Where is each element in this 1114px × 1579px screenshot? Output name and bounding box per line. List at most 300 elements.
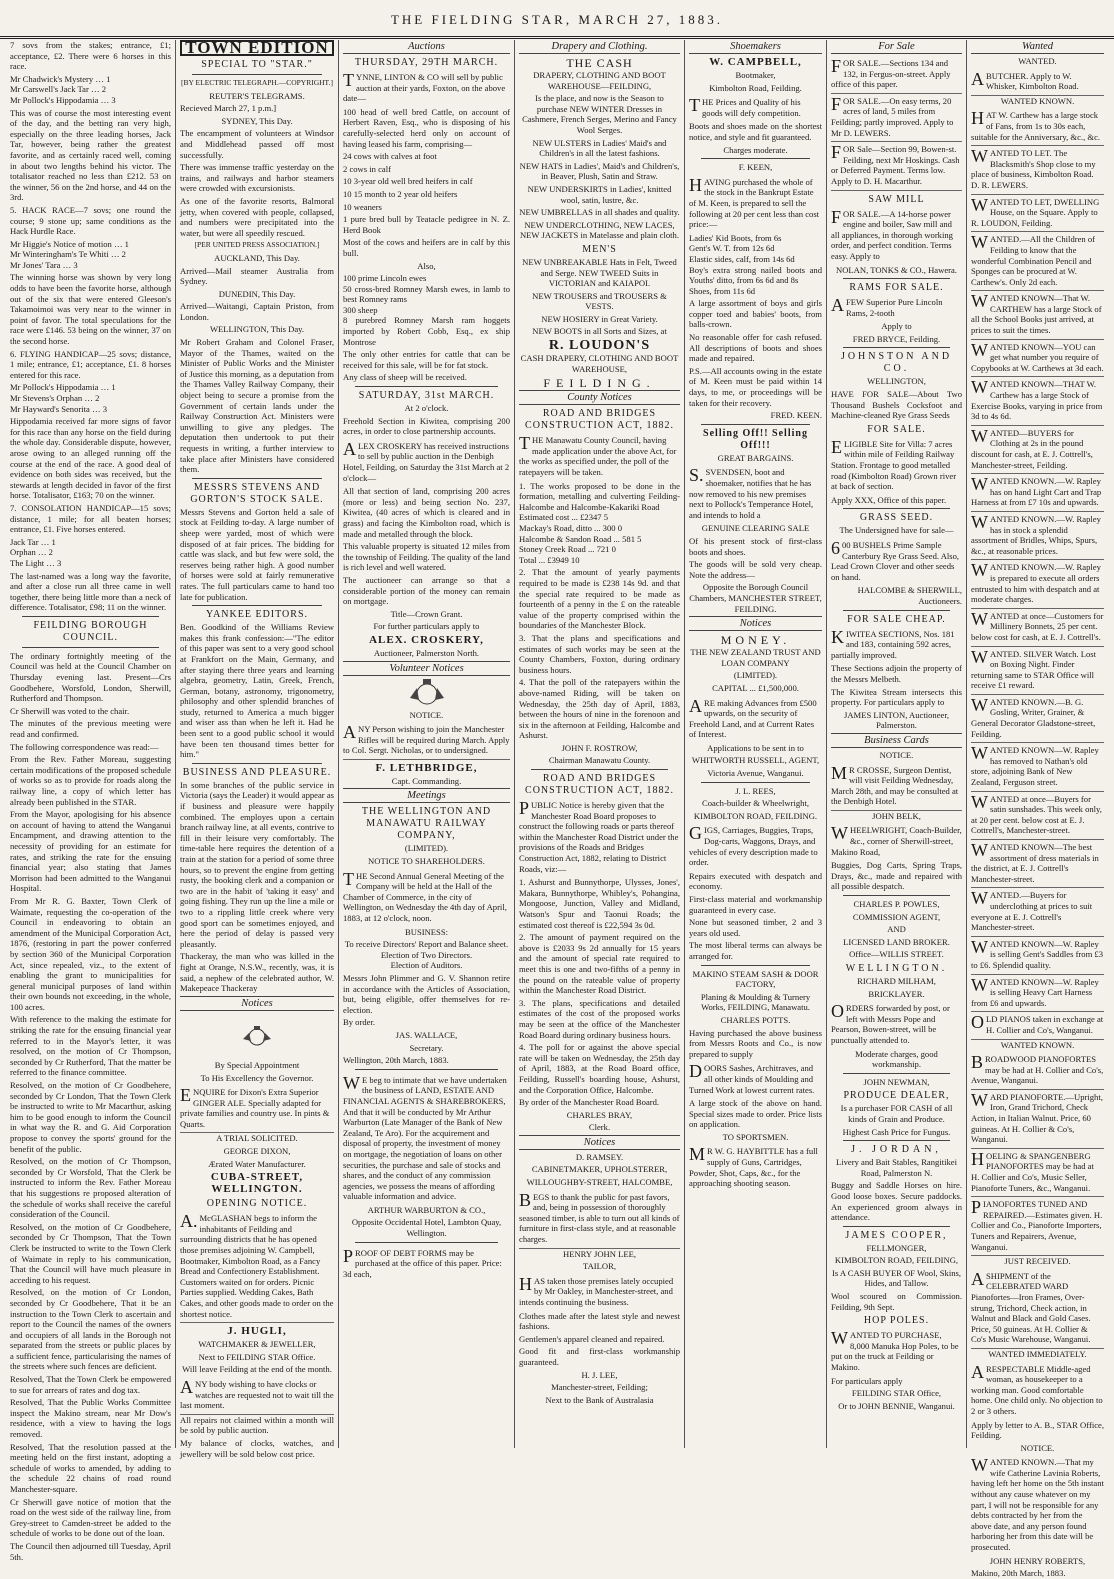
columns <box>6 38 1108 1579</box>
council-text: From Mr R. G. Baxter, Town Clerk of Waimate, requesting the co-operation of the Council in endeavoring to obtain an amendment of the Municipal Corporation Act, 1876, (restoring in part the power conferred by section 360 of the Municipal Corporation Act, since repealed, viz., to the extent of enabling the grant to municipalities for general municipal purposes of land within their own bounds not exceeding, in the whole, 100 acres. <box>10 895 171 1012</box>
wanted-ad: WANTED.—Buyers for underclothing at prices to suit everyone at E. J. Cottrell's Manchester-street. <box>971 888 1104 936</box>
lot-item: 2 cows in calf <box>343 163 391 174</box>
hugli-ad: ANY body wishing to have clocks or watches are requested not to wait till the last moment. <box>180 1377 334 1415</box>
nolan-name: NOLAN, TONKS & CO., Hawera. <box>836 264 957 275</box>
council-text: With reference to the making the estimate for striking the rate for the ensuing financial year referred to in the Mayor's letter, it was resolved, on the motion of Cr Thompson, seconded by Cr Rutherford, That the matter be referred to the finance committee. <box>10 1014 171 1078</box>
council-text: Resolved, on the motion of Cr Goodbehere, seconded by Cr Thompson, That the Town Clerk be instructed to write to the Town Clerk of Waimate in reply to his communication, That the Council will have much pleasure in acceding to his request. <box>10 1221 171 1285</box>
sawmill-heading: SAW MILL <box>868 193 925 205</box>
council-text: From the Rev. Father Moreau, suggesting certain modifications of the proposed schedule of works so as to provide for roads along the railway line, a copy of which letter has already been published in the STAR. <box>10 754 171 807</box>
trust-ad: ARE making Advances from £500 upwards, on the security of Freehold Land, and at Current Rates of Interest. <box>689 695 817 740</box>
divider <box>192 74 322 75</box>
lot-item: 1 pure bred bull by Teatacle pedigree in N. Z. Herd Book <box>343 214 510 235</box>
bargains-line: GREAT BARGAINS. <box>717 452 794 463</box>
powles-name: CHARLES P. POWLES, <box>853 899 940 910</box>
business-cards-section: Business Cards <box>831 733 962 748</box>
lee-text: Good fit and first-class workmanship guaranteed. <box>519 1346 680 1367</box>
notice-heading: NOTICE. <box>409 709 444 720</box>
russell-name: WHITWORTH RUSSELL, AGENT, <box>691 755 820 766</box>
column-7 <box>967 40 1108 1579</box>
wanted-ad: HAT W. Carthew has a large stock of Fans, from 1s to 30s each, suitable for the Anniversary, &c., &c. <box>971 108 1104 146</box>
race-text: 5. HACK RACE—7 sovs; one round the course; 9 stone up; same conditions as the Hack Hurdle Race. <box>10 204 171 237</box>
rees-text: Repairs executed with despatch and economy. <box>689 870 822 892</box>
race-text: The last-named was a long way the favorite, and after a close run all three came in well together, there being little more than a neck of difference. Totalisator, £98; 11 on the winner. <box>10 570 171 613</box>
hugli-balance: My balance of clocks, watches, and jewellery will be sold below cost price. <box>180 1437 334 1459</box>
divider <box>192 478 322 479</box>
rees-text: The most liberal terms can always be arranged for. <box>689 940 822 961</box>
croskery-text: All that section of land, comprising 200 acres (more or less) and being section No. 237, Kiwitea, (40 acres of which is cleared and in grass) and facing the Kimbolton road, which is made and metalled through the block. <box>343 486 510 539</box>
wanted-ad: WANTED KNOWN—W. Rapley has removed to Nathan's old store, adjoining Bank of New Zealand, Ferguson street. <box>971 743 1104 791</box>
lee-next: Next to the Bank of Australasia <box>545 1394 654 1405</box>
divider <box>531 769 668 770</box>
sale-ad: FOR SALE.—Sections 134 and 132, in Fergus-on-street. Apply office of this paper. <box>831 56 962 94</box>
council-text: The ordinary fortnightly meeting of the Council was held at the Council Chamber on Thursday evening last. Present—Crs Goodbehere, Worsfold, London, Sherwill, Rutherford and Thompson. <box>10 650 171 704</box>
news-text: Arrived—Waitangi, Captain Priston, from London. <box>180 301 334 322</box>
grass-intro: The Undersigned have for sale— <box>839 525 954 536</box>
news-text: Messrs Stevens and Gorton held a sale of stock at Feilding to-day. A large number of sheep were yarded, most of which were disposed of at fair prices. The bidding for cattle was slack, and but few were sold, the reserves being rather high. A good number of horses were sold at fairly remunerative rates. The full particulars came to hand too late for publication. <box>180 506 334 602</box>
business-line: BUSINESS: <box>405 926 448 937</box>
yankee-heading: YANKEE EDITORS. <box>205 609 309 621</box>
sportsmen-heading: TO SPORTSMEN. <box>722 1131 789 1142</box>
act-text: 2. The amount of payment required on the above is £2033 9s 2d annually for 15 years and the amount of special rate required to meet this is one and two-fifths of a penny in the pound on the rateable value of property within the Manchester Road District. <box>519 932 680 996</box>
clearing-text: Of his present stock of first-class boots and shoes. <box>689 535 822 557</box>
powles-city: WELLINGTON. <box>845 963 948 974</box>
race-result: Mr Chadwick's Mystery … 1 Mr Carswell's Jack Tar … 2 Mr Pollock's Hippodamia … 3 <box>10 73 116 105</box>
hugli-end: All repairs not claimed within a month will be sold by public auction. <box>180 1414 334 1436</box>
warburton-name: ARTHUR WARBURTON & CO., <box>367 1204 486 1215</box>
council-text: Cr Sherwill gave notice of motion that the road on the west side of the railway line, from Grey-street to Camden-street be added to the schedule of works to be done out of the loan. <box>10 1496 171 1539</box>
news-text: Mr Robert Graham and Colonel Fraser, Mayor of the Thames, waited on the Minister of Public Works and the Minister of Justice this morning, as a deputation from the Thames Valley Railway Company, their object being to secure a promise from the Government of certain lands under the Railway Construction Act. Ministers were unwilling to give any pledges. The deputation then undertook to put their requests in writing, a further interview to take place after Ministers have considered them. <box>180 337 334 475</box>
column-5 <box>685 40 827 1448</box>
news-text: There was immense traffic yesterday on the trains, and railways and harbor steamers were crowded with excursionists. <box>180 162 334 194</box>
act-items: 1. The works proposed to be done in the formation, metalling and culverting Feilding-Halcombe and Halcombe-Kakariki Road Estimated cost ... £2347 5 Mackay's Road, ditto ... 300 0 Halcombe & Sandon Road ... 581 5 Stoney Creek Road ... 721 0 Total ... £3949 10 <box>519 480 680 565</box>
title-line: Title—Crown Grant. <box>390 608 463 619</box>
trust-apply: Applications to be sent in to <box>707 742 804 753</box>
jordan-more: Buggy and Saddle Horses on hire. Good loose boxes. Secure paddocks. An experienced groom always in attendance. <box>831 1180 962 1223</box>
divider <box>701 158 810 159</box>
wanted-ad: WANTED—BUYERS for Clothing at 2s in the pound discount for cash, at E. J. Cottrell's, Manchester-street, Feilding. <box>971 426 1104 474</box>
wanted-ad: WANTED KNOWN.—W. Rapley is prepared to execute all orders entrusted to him with despatch and at moderate charges. <box>971 560 1104 608</box>
makino-name: MAKINO STEAM SASH & DOOR FACTORY, <box>692 968 819 990</box>
cash-heading: THE CASH <box>566 56 633 70</box>
auction-date: THURSDAY, 29TH MARCH. <box>354 57 499 68</box>
campbell-ad: THE Prices and Quality of his goods will defy competition. <box>689 95 801 118</box>
jordan-text: Livery and Bait Stables, Rangitikei Road, Palmerston N. <box>835 1157 957 1178</box>
produce-heading: PRODUCE DEALER, <box>843 1090 950 1102</box>
dixon-ad: ENQUIRE for Dixon's Extra Superior GINGER ALE. Specially adapted for private families and country use. In pints & Quarts. <box>180 1085 334 1133</box>
wanted-ad: WANTED KNOWN—YOU can get what number you require of Copybooks at W. Carthews at 3d each. <box>971 340 1104 378</box>
rams-apply: Apply to <box>881 321 912 332</box>
wanted-ad: WANTED TO LET, DWELLING House, on the Square. Apply to R. LOUDON, Feilding. <box>971 195 1104 233</box>
wanted-apply: Apply by letter to A. B., STAR Office, Feilding. <box>971 1419 1104 1441</box>
act-text: THE Manawatu County Council, having made application under the above Act, for the works as specified under, the poll of the ratepayers will be taken. <box>519 433 677 478</box>
race-text: This was of course the most interesting event of the day, and the betting ran very high, especially on the three leading horses, Jack Tar, however, being rather the greatest favorite, and as certainly raced well, coming in about two lengths behind his victor. The totalisator reached no less than £212. 53 on the winner, 56 on the 2nd horse, and 44 on the 3rd. <box>10 107 171 203</box>
milham-ad: ORDERS forwarded by post, or left with Messrs Pope and Pearson, Bowen-street, will be punctually attended to. <box>831 1001 950 1045</box>
lethbridge-name: F. LETHBRIDGE, <box>375 761 478 774</box>
drapery-line: NEW UNBREAKABLE Hats in Felt, Tweed and Serge. NEW TWEED Suits in VICTORIAN and KAIAPOI. <box>522 256 677 289</box>
council-heading: FEILDING BOROUGH COUNCIL. <box>33 619 148 643</box>
haybittle-ad: MR W. G. HAYBITTLE has a full supply of Guns, Cartridges, Powder, Shot, Caps, &c., for the approaching shooting season. <box>689 1144 818 1189</box>
wanted-ad: WANTED.—All the Children of Feilding to know that the wonderful Combination Pencil and Sponges can be procured at W. Carthew's. Only 2d each. <box>971 232 1104 291</box>
hop-office: FEILDING STAR Office, <box>851 1388 942 1399</box>
halcombe-name: HALCOMBE & SHERWILL, Auctioneers. <box>857 585 962 606</box>
wanted-ad: WANTED KNOWN—The best assortment of dress materials in the district, at E. J. Cottrell's Manchester-street. <box>971 840 1104 888</box>
rostrow-name: JOHN F. ROSTROW, <box>561 742 638 753</box>
milham-name: RICHARD MILHAM, <box>857 976 936 986</box>
notices-section: Notices <box>689 616 822 631</box>
lee-name: HENRY JOHN LEE, <box>563 1248 636 1259</box>
charges-line: Charges moderate. <box>723 144 788 155</box>
wanted-ad: ARESPECTABLE Middle-aged woman, as housekeeper to a working man. Good comfortable home. One child only. No objection to 2 or 3 others. <box>971 1361 1103 1416</box>
selling-off-heading: Selling Off!! Selling Off!!! <box>703 427 808 451</box>
tynne-ad: TYNNE, LINTON & CO will sell by public auction at their yards, Foxton, on the above date— <box>343 70 506 104</box>
divider <box>22 647 159 648</box>
johnston-text: HAVE FOR SALE—About Two Thousand Bushels Cocksfoot and Machine-cleaned Rye Grass Seeds <box>831 389 962 421</box>
meetings-section: Meetings <box>343 788 510 803</box>
shoemakers-section: Shoemakers <box>689 40 822 54</box>
grass-heading: GRASS SEED. <box>859 512 934 524</box>
drapery-line: NEW BOOTS in all Sorts and Sizes, at <box>532 326 667 337</box>
news-text: Arrived—Mail steamer Australia from Sydney. <box>180 265 334 287</box>
wanted-ad: WANTED KNOWN—W. Rapley is selling Heavy Cart Harness from £6 and upwards. <box>971 975 1104 1013</box>
campbell-name: W. CAMPBELL, <box>709 56 802 68</box>
auction-date: SATURDAY, 31st MARCH. <box>358 390 495 402</box>
dunedin-dateline: DUNEDIN, This Day. <box>218 288 296 299</box>
council-text: The minutes of the previous meeting were read and confirmed. <box>10 718 171 740</box>
volunteer-ad: ANY Person wishing to join the Manchester Rifles will be required during March. Apply to Col. Sergt. Nicholas, or to undersigned. <box>343 722 510 760</box>
drapery-line: NEW UNDERSKIRTS in Ladies', knitted wool, satin, lustre, &c. <box>527 183 672 205</box>
act-text: 3. The plans, specifications and detailed estimates of the cost of the proposed works may be seen at the office of the Manchester Road Board during ordinary business hours. <box>519 997 680 1040</box>
column-1 <box>6 40 176 1562</box>
act-text: 3. That the plans and specifications and estimates of such works may be seen at the County Chambers, Foxton, during ordinary business hours. <box>519 632 680 675</box>
bray-name: CHARLES BRAY, <box>566 1109 633 1120</box>
drapery-line: MEN'S <box>582 243 617 255</box>
cooper-more: Wool scoured on Commission. Feilding, 9th Sept. <box>831 1291 962 1312</box>
wanted-ad: WANTED KNOWN.—W. Rapley has in stock a splendid assortment of Bridles, Whips, Spurs, &c., at reasonable prices. <box>971 512 1104 560</box>
rees-ad: GIGS, Carriages, Buggies, Traps, Dog-carts, Waggons, Drays, and vehicles of every description made to order. <box>689 823 818 868</box>
rees-text: None but seasoned timber, 2 and 3 years old used. <box>689 917 822 938</box>
cheap-heading: FOR SALE CHEAP. <box>847 613 946 625</box>
produce-text: Is a purchaser FOR CASH of all kinds of Grain and Produce. <box>840 1103 953 1124</box>
divider <box>843 347 950 348</box>
royal-crest-icon <box>404 678 450 708</box>
croskery-text: This valuable property is situated 12 miles from the township of Feilding. The quality of the land is rich level and well watered. <box>343 541 510 573</box>
act-text: By order of the Manchester Road Board. <box>519 1097 660 1108</box>
column-3 <box>339 40 515 1448</box>
race-text: 7. CONSOLATION HANDICAP—15 sovs; distance, 1 mile; for all beaten horses; entrance, £1. Five horses entered. <box>10 502 171 535</box>
keen-signature: FRED. KEEN. <box>770 410 822 421</box>
bray-role: Clerk. <box>588 1122 611 1133</box>
royal-crest-icon <box>237 1025 277 1047</box>
wanted-heading: NOTICE. <box>1020 1442 1055 1453</box>
race-text: Hippodamia received far more signs of favor for this race than any horse on the field during the whole day. Considerable dispute, however, arose owing to an alleged running off the course at the end of the race. A good deal of evidence on both sides was received, but the stewards at length decided in favor of the first horse. Totalisator, £163; 70 on the winner. <box>10 416 171 501</box>
wanted-ad: WANTED KNOWN.—That my wife Catherine Lavinia Roberts, having left her home on the 5th instant without any cause whatever on my part, I will not be responsible for any debts contracted by her from the above date, and any person found harboring her from this date will be prosecuted. <box>971 1455 1104 1553</box>
rostrow-role: Chairman Manawatu County. <box>548 755 651 766</box>
wanted-ad: OLD PIANOS taken in exchange at H. Collier and Co's, Wanganui. <box>971 1012 1104 1039</box>
auckland-dateline: AUCKLAND, This Day. <box>214 252 300 263</box>
cooper-address: KIMBOLTON ROAD, FEILDING, <box>834 1255 959 1266</box>
keen-items: Ladies' Kid Boots, from 6s Gent's W. T. from 12s 6d Elastic sides, calf, from 14s 6d Boy's extra strong nailed boots and Youths' ditto, from 6s 6d and 8s Shoes, from 11s 6d <box>689 232 822 296</box>
potts-ad: DOORS Sashes, Architraves, and all other kinds of Moulding and Turned Work at lowest current rates. <box>689 1061 815 1095</box>
divider <box>843 278 950 279</box>
also-line: Also, <box>417 260 436 271</box>
wanted-ad: WANTED. SILVER Watch. Lost on Boxing Night. Finder returning same to STAR Office will receive £1 reward. <box>971 647 1104 695</box>
shareholders-line: NOTICE TO SHAREHOLDERS. <box>368 856 485 867</box>
ramsey-ad: BEGS to thank the public for past favors, and, being in possession of thoroughly seasoned timber, is able to turn out all kinds of furniture in first-class style, and at reasonable charges. <box>519 1190 680 1249</box>
croskery-ad: ALEX CROSKERY has received instructions to sell by public auction in the Denbigh Hotel, Feilding, on Saturday the 31st March at 2 o'clock— <box>343 438 510 483</box>
council-text: Resolved, That the resolution passed at the meeting held on the first instant, adopting a schedule of works to amended, by adding to the schedule 22 chains of road round Manchester-square. <box>10 1441 171 1494</box>
sheep-note: The only other entries for cattle that can be received for this sale, will be for fat stock. <box>343 349 510 370</box>
excellency-line: To His Excellency the Governor. <box>200 1072 314 1083</box>
wanted-ad: WANTED KNOWN—That W. CARTHEW has a large Stock of all the School Books just arrived, at prices to suit the times. <box>971 291 1104 339</box>
divider <box>701 965 810 966</box>
dixon-trade: Ærated Water Manufacturer. <box>208 1158 306 1169</box>
wanted-ad: WANTED KNOWN—THAT W. Carthew has a large Stock of Exercise Books, varying in price from 3d to 4s 6d. <box>971 377 1104 425</box>
campbell-address: Kimbolton Road, Feilding. <box>709 82 802 93</box>
act-text: 4. The poll for or against the above special rate will be taken on Wednesday, the 25th day of April, 1883, at the Road Board office, Feilding, Russell's boarding house, Ashurst, and the Corporation Office, Halcombe. <box>519 1042 680 1095</box>
notice-heading: NOTICE. <box>879 749 914 760</box>
council-text: The Council then adjourned till Tuesday, April 5th. <box>10 1540 171 1562</box>
jordan-name: J. JORDAN, <box>851 1144 942 1156</box>
hugli-name: J. HUGLI, <box>227 1325 287 1338</box>
keen-text: A large assortment of boys and girls copper toed and babies' boots, from balls-crown. <box>689 298 822 330</box>
croskery-name: ALEX. CROSKERY, <box>369 633 484 646</box>
sawmill-ad: FOR SALE.—A 14-horse power engine and boiler, Saw mill and all appliances, in thorough working order, and perfect condition. Terms easy. Apply to <box>831 206 953 261</box>
ramsey-name: D. RAMSEY. <box>575 1151 624 1162</box>
limited-line: (LIMITED). <box>404 843 449 854</box>
hop-heading: HOP POLES. <box>863 1315 930 1327</box>
notices-section: Notices <box>519 1135 680 1150</box>
wanted-heading: WANTED KNOWN. <box>1000 95 1075 106</box>
lethbridge-role: Capt. Commanding. <box>391 775 462 786</box>
auction-time: At 2 o'clock. <box>404 403 449 414</box>
wanted-heading: WANTED. <box>1018 56 1057 66</box>
svendsen-ad: S.SVENDSEN, boot and shoemaker, notifies that he has now removed to his new premises next to Pollock's Temperance Hotel, and intends to hold a <box>689 465 814 520</box>
lot-note: Most of the cows and heifers are in calf by this bull. <box>343 237 510 258</box>
sale-ad: FOR Sale—Section 99, Bowen-st. Feilding, next Mr Hoskings. Cash or Deferred Payment. Terms low. Apply to D. H. Macarthur. <box>831 142 962 190</box>
race-text: 6. FLYING HANDICAP—25 sovs; distance, 1 mile; entrance, £1; acceptance, £1. 8 horses entered for this race. <box>10 348 171 380</box>
campbell-text: Boots and shoes made on the shortest notice, and style and fit guaranteed. <box>689 121 822 142</box>
freehold-text: Freehold Section in Kiwitea, comprising 200 acres, in order to close partnership accounts. <box>343 415 510 437</box>
lot-item: 10 15 month to 2 year old heifers <box>343 188 458 199</box>
trust-name: THE NEW ZEALAND TRUST AND LOAN COMPANY <box>690 647 821 668</box>
bushels-ad: 600 BUSHELS Prime Sample Canterbury Rye Grass Seed. Also, Lead Crown Clover and other seeds on hand. <box>831 538 960 582</box>
column-4 <box>515 40 685 1448</box>
wanted-section: Wanted <box>971 40 1104 54</box>
keen-name: F. KEEN, <box>738 162 773 173</box>
powles-licence: LICENSED LAND BROKER. <box>843 936 950 947</box>
dixon-address: CUBA-STREET, WELLINGTON. <box>210 1171 304 1196</box>
clearing-text: The goods will be sold very cheap. Note the address— <box>689 559 822 580</box>
wanted-ad: ASHIPMENT of the CELEBRATED WARD Pianofortes—Iron Frames, Over-strung, Trichord, Check action, in Walnut and Black and Gold Cases. Price, 50 guineas. At H. Collier & Co's Music Warehouse, Wanganui. <box>971 1269 1104 1349</box>
sheep-lots: 100 prime Lincoln ewes 50 cross-bred Romney Marsh ewes, in lamb to best Romney rams 300 sheep 8 purebred Romney Marsh ram hoggets imported by Robert Cobb, Esq., ex ship Montrose <box>343 273 510 347</box>
news-text: The encampment of volunteers at Windsor and Middlehead passed off most successfully. <box>180 128 334 160</box>
divider <box>192 763 322 764</box>
croskery-text: The auctioneer can arrange so that a considerable portion of the money can remain on mortgage. <box>343 574 510 607</box>
roberts-date: Makino, 20th March, 1883. <box>971 1568 1066 1579</box>
news-text: Thackeray, the man who was killed in the fight at Orange, N.S.W., recently, was, it is said, a nephew of the celebrated author, W. Makepeace Thackeray <box>180 951 334 994</box>
mcglashan-ad: A.McGLASHAN begs to inform the inhabitants of Feilding and surrounding districts that he has opened those premises adjoining W. Campbell, Bootmaker, Kimbolton Road, as a Fancy Bread and Confectionery Establishment. Customers waited on for orders. Picnic Parties supplied. Wedding Cakes, Bath Cakes, and other goods made to order on the shortest notice. <box>180 1211 334 1323</box>
johnston-name: JOHNSTON AND CO. <box>840 351 953 375</box>
ramsey-address: WILLOUGHBY-STREET, HALCOMBE, <box>526 1177 673 1188</box>
johnston-address: WELLINGTON, <box>867 376 926 387</box>
race-result: Mr Higgie's Notice of motion … 1 Mr Winteringham's Te Whiti … 2 Mr Jones' Tara … 3 <box>10 238 129 270</box>
council-text: Resolved, That the Public Works Committee inspect the Makino stream, near Mr Dow's residence, with a view to having the logs removed. <box>10 1397 171 1440</box>
sydney-dateline: SYDNEY, This Day. <box>221 115 293 126</box>
kiwitea-text: These Sections adjoin the property of the Messrs Melbeth. <box>831 663 962 684</box>
warburton-address: Opposite Occidental Hotel, Lambton Quay, Wellington. <box>351 1217 502 1239</box>
wanted-ad: WANTED TO LET. The Blacksmith's Shop close to my place of business, Kimbolton Road. D. R. LEWERS. <box>971 146 1104 194</box>
makino-sub: Planing & Moulding & Turnery Works, FEILDING, Manawatu. <box>700 991 811 1013</box>
news-text: Ben. Goodkind of the Williams Review makes this frank confession:—"The editor of this paper was sent to a very good school at Frankfort on the Main, Germany, and after staying there three years and learning algebra, geometry, Latin, Greek, French, German, botany, astronomy, trigonometry, philosophy and other splendid branches of study, returned to America a much bigger and wiser ass than when he left it. Had he been sent to a good public school it would have been ten thousand times better for him." <box>180 622 334 760</box>
auctions-section: Auctions <box>343 40 510 54</box>
belk-ad: WHEELWRIGHT, Coach-Builder, &c., corner of Sherwill-street, Makino Road, <box>831 823 962 857</box>
keen-ad: HAVING purchased the whole of the stock in the Bankrupt Estate of M. Keen, is prepared to sell the following at 20 per cent less than cost price:— <box>689 174 820 230</box>
business-heading: BUSINESS AND PLEASURE. <box>182 766 332 778</box>
divider <box>355 1242 498 1243</box>
wanted-heading: WANTED IMMEDIATELY. <box>988 1348 1087 1359</box>
column-2 <box>176 38 339 1459</box>
russell-address: Victoria Avenue, Wanganui. <box>707 768 804 779</box>
wanted-ad: HOELING & SPANGENBERG PIANOFORTES may be had at H. Collier and Co's, Music Seller, Pianoforte Tuners, &c., Wanganui. <box>971 1149 1104 1197</box>
belk-text: Buggies, Dog Carts, Spring Traps, Drays, &c., made and repaired with all possible despatch. <box>831 860 962 892</box>
lee-text: Clothes made after the latest style and newest fashions. <box>519 1310 680 1332</box>
order-line: By order. <box>343 1017 375 1028</box>
county-section: County Notices <box>519 390 680 405</box>
council-text: Resolved, on the motion of Cr Goodbehere, seconded by Cr London, That the Town Clerk be instructed to write to Mr Macarthur, asking him to be good enough to inform the Council in what way the R. and G. Aid Corporation propose to convey the sports' ground for the benefit of the public. <box>10 1080 171 1154</box>
trust-capital: CAPITAL ... £1,500,000. <box>712 682 799 693</box>
drapery-section: Drapery and Clothing. <box>519 40 680 54</box>
race-text: 7 sovs from the stakes; entrance, £1; acceptance, £2. There were 6 horses in this race. <box>10 40 171 72</box>
council-text: Resolved, That the Town Clerk be empowered to sue for arrears of rates and dog tax. <box>10 1374 171 1395</box>
keen-text: No reasonable offer for cash refused. All descriptions of boots and shoes made and repaired. <box>689 332 822 364</box>
lot-item: 10 3-year old well bred heifers in calf <box>343 176 473 187</box>
race-result: Mr Pollock's Hippodamia … 1 Mr Stevens's Orphan … 2 Mr Hayward's Senorita … 3 <box>10 382 116 414</box>
volunteer-section: Volunteer Notices <box>343 661 510 676</box>
kiwitea-ad: KIWITEA SECTIONS, Nos. 181 and 183, containing 592 acres, partially improved. <box>831 626 955 660</box>
council-text: Resolved, on the motion of Cr London, seconded by Cr Goodbehere, That it be an instruction to the Town Clerk to ascertain and report to the Council the names of the owners and occupiers of all lands in the Borough not separated from the streets or public places by a sufficient fence, particularising the names of the streets where such fences are deficient. <box>10 1287 171 1372</box>
council-text: From the Mayor, apologising for his absence on account of having to attend the Wanganui Encampment, and drawing attention to the necessity of providing for an estimate for rates, and striking the rate for the ensuing financial year; also stating that James Morrison had been admitted to the Wanganui Hospital. <box>10 809 171 894</box>
business-items: To receive Directors' Report and Balance sheet. Election of Two Directors. Election of Auditors. <box>344 939 509 971</box>
news-text: In some branches of the public service in Victoria (says the Leader) it would appear as if business and pleasure were happily combined. The employes upon a certain branch railway line, at all events, contrive to fill in their leisure very comfortably. The time-table here requires the detention of a train at the station for a period of some three hours, so to prevent the engine from getting rusty, the booking clerk and a companion or two are in the habit of 'taking it easy' and going fishing. They run up the line a mile or two to a rippling little creek where very good sport can be sometimes enjoyed, and here the period of delay is passed very pleasantly. <box>180 779 334 949</box>
potts-text: A large stock of the above on hand. Special sizes made to order. Price lists on application. <box>689 1098 822 1130</box>
wanted-ad: WANTED KNOWN.—W. Rapley has on hand Light Cart and Trap Harness at from £7 10s and upwards. <box>971 474 1104 512</box>
rees-trade: Coach-builder & Wheelwright, <box>702 798 809 809</box>
column-6 <box>827 40 967 1448</box>
divider <box>192 605 322 606</box>
reuter-heading: REUTER'S TELEGRAMS. <box>209 90 305 101</box>
money-heading: MONEY. <box>720 633 791 648</box>
ramsey-trade: CABINETMAKER, UPHOLSTERER, <box>531 1164 668 1175</box>
for-sale-section: For Sale <box>831 40 962 54</box>
appointment-line <box>180 1013 334 1071</box>
bryce-name: FRED BRYCE, Feilding. <box>852 333 941 344</box>
drapery-intro: Is the place, and now is the Season to purchase NEW WINTER Dresses in Cashmere, French Serges, Merino and Fancy Wool Serges. <box>522 93 677 135</box>
town-edition-title: TOWN EDITION <box>180 40 334 56</box>
divider <box>843 610 950 611</box>
newman-name: JOHN NEWMAN, <box>863 1076 930 1087</box>
drapery-line: NEW HATS in Ladies', Maid's and Children's, in Beaver, Plush, Satin and Straw. <box>519 160 680 182</box>
received-time: Recieved March 27, 1 p.m.] <box>180 103 277 114</box>
keen-text: P.S.—All accounts owing in the estate of M. Keen must be paid within 14 days, to me, or proceedings will be taken for their recovery. <box>689 365 822 408</box>
potts-name: CHARLES POTTS. <box>720 1014 791 1025</box>
trust-limited: (LIMITED). <box>733 670 778 681</box>
wellington-dateline: WELLINGTON, This Day. <box>209 324 305 335</box>
masthead-title: THE FIELDING STAR, MARCH 27, 1883. <box>390 12 724 27</box>
railway-ad: THE Second Annual General Meeting of the Company will be held at the Hall of the Chamber of Commerce, in the city of Wellington, on Wednesday the 4th day of April, 1883, at 12 o'clock, noon. <box>343 868 507 924</box>
act-text: 1. Ashurst and Bunnythorpe, Ulysses, Jones', Makara, Bunnythorpe, Whibley's, Pohangina, Mongoose, Junction, Valley and Midland, Watson's Spur and Taonui Roads; the estimated cost thereof is £22,594 3s 0d. <box>519 877 680 930</box>
linton-name: JAMES LINTON, Auctioneer, Palmerston. <box>844 709 949 731</box>
cooper-name: JAMES COOPER, <box>845 1229 948 1241</box>
croskery-role: Auctioneer, Palmerston North. <box>373 647 480 658</box>
lee-ad: HAS taken those premises lately occupied by Mr Oakley, in Manchester-street, and intends continuing the business. <box>519 1273 674 1307</box>
drapery-line: NEW UNDERCLOTHING, NEW LACES, NEW JACKETS in Matelasse and plain cloth. <box>519 219 680 241</box>
council-text: The following correspondence was read:— <box>10 741 159 752</box>
divider <box>701 782 810 783</box>
wanted-ad: BROADWOOD PIANOFORTES may be had at H. Collier and Co's, Avenue, Wanganui. <box>971 1052 1104 1090</box>
powles-office: Office—WILLIS STREET. <box>849 949 944 960</box>
stock-sale-heading: MESSRS STEVENS AND GORTON'S STOCK SALE. <box>190 481 324 505</box>
railway-heading: THE WELLINGTON AND MANAWATU RAILWAY COMPANY, <box>361 806 492 842</box>
hop-ad: WANTED TO PURCHASE, 8,000 Manuka Hop Poles, to be put on the truck at Feilding or Makino. <box>831 1328 959 1373</box>
press-note: [PER UNITED PRESS ASSOCIATION.] <box>194 240 320 250</box>
hop-apply: For particulars apply <box>831 1375 903 1386</box>
sale-ad: FOR SALE.—On easy terms, 20 acres of land, 5 miles from Feilding; partly improved. Apply to Mr D. LEWERS. <box>831 94 962 142</box>
wanted-ad: WANTED KNOWN.—B. G. Gosling, Writer, Grainer, & General Decorator Gladstone-street, Feilding. <box>971 695 1104 743</box>
appointment-text: By Special Appointment <box>214 1059 300 1070</box>
drapery-line: NEW HOSIERY in Great Variety. <box>541 313 658 324</box>
debt-forms-ad: PROOF OF DEBT FORMS may be purchased at the office of this paper. Price: 3d each, <box>343 1245 502 1279</box>
hugli-text: Will leave Feilding at the end of the month. <box>182 1364 332 1375</box>
retire-text: Messrs John Plimmer and G. V. Shannon retire in accordance with the Articles of Association, but, being eligible, offer themselves for re-election. <box>343 973 510 1015</box>
divider <box>701 424 810 425</box>
council-text: Resolved, on the motion of Cr Thompson, seconded by Cr Worsfold, That the Clerk be instructed to inform the Rev. Father Moreau that his suggestions re proposed alteration of the schedule of works shall receive the careful consideration of the Council. <box>10 1156 171 1220</box>
drapery-line: NEW UMBRELLAS in all shades and quality. <box>519 207 680 218</box>
wanted-ad: WANTED at once—Customers for Millinery Bonnets, 25 per cent. below cost for cash, at E. J. Cottrell's. <box>971 609 1104 647</box>
kiwitea-text: The Kiwitea Stream intersects this property. For particulars apply to <box>831 686 962 708</box>
council-text: Cr Sherwill was voted to the chair. <box>10 705 130 716</box>
lot-item: 10 weaners <box>343 201 382 212</box>
notices-section: Notices <box>180 996 334 1011</box>
rees-text: First-class material and workmanship guaranteed in every case. <box>689 894 822 915</box>
drapery-line: NEW ULSTERS in Ladies' Maid's and Children's in all the latest fashions. <box>532 137 667 159</box>
loudon-sub: CASH DRAPERY, CLOTHING AND BOOT WAREHOUSE, <box>520 353 679 374</box>
divider <box>843 895 950 896</box>
masthead <box>0 6 1114 39</box>
trial-line: A TRIAL SOLICITED. <box>216 1133 298 1144</box>
wanted-ad: WARD PIANOFORTE.—Upright, Iron, Grand Trichord, Check Action, in Italian Walnut. Price, 60 guineas. At H. Collier & Co's, Wanganui. <box>971 1090 1104 1149</box>
powles-trade: COMMISSION AGENT, <box>852 911 941 922</box>
clearing-address: Opposite the Borough Council Chambers, MANCHESTER STREET, FEILDING. <box>689 582 822 614</box>
act-text: PUBLIC Notice is hereby given that the Manchester Road Board proposes to construct the following roads or parts thereof within the Manchester Road District under the provisions of the Roads and Bridges Construction Act, 1882, relating to District Roads, viz:— <box>519 798 679 874</box>
cooper-trade: FELLMONGER, <box>866 1242 927 1253</box>
wanted-ad: WANTED at once—Buyers for satin sunshades. This week only, at 20 per cent. below cost at E. J. Cottrell's, Manchester-street. <box>971 792 1104 840</box>
bennie-name: Or to JOHN BENNIE, Wanganui. <box>838 1400 955 1411</box>
wanted-ad: ABUTCHER. Apply to W. Whisker, Kimbolton Road. <box>971 69 1104 96</box>
divider <box>843 1140 950 1141</box>
divider <box>843 1073 950 1074</box>
special-heading: SPECIAL TO "STAR." <box>201 59 313 70</box>
dixon-name: GEORGE DIXON, <box>223 1146 291 1157</box>
divider <box>355 386 498 387</box>
race-result: Jack Tar … 1 Orphan … 2 The Light … 3 <box>10 536 62 568</box>
act-heading: ROAD AND BRIDGES CONSTRUCTION ACT, 1882. <box>525 408 674 432</box>
lot-item: 24 cows with calves at foot <box>343 151 437 162</box>
hugli-trade: WATCHMAKER & JEWELLER, <box>198 1339 316 1350</box>
powles-and: AND <box>887 924 906 935</box>
rams-ad: AFEW Superior Pure Lincoln Rams, 2-tooth <box>831 295 943 318</box>
opening-heading: OPENING NOTICE. <box>206 1198 308 1210</box>
for-sale-heading: FOR SALE. <box>867 423 926 435</box>
